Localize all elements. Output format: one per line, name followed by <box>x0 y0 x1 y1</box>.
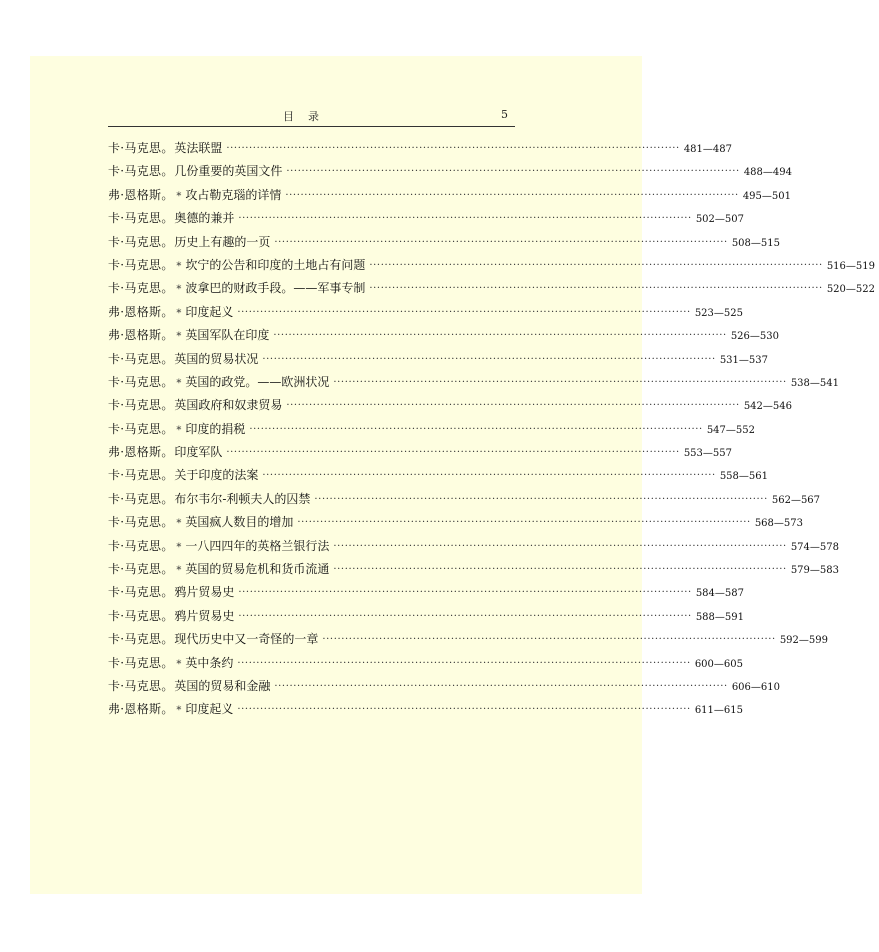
toc-entry-separator: 。 <box>161 702 174 717</box>
toc-entry-title: 几份重要的英国文件 <box>174 164 283 179</box>
dot-leader: ························································································································ <box>249 423 703 435</box>
toc-entry-title: 一八四四年的英格兰银行法 <box>185 538 330 553</box>
dot-leader: ························································································································ <box>286 166 740 178</box>
toc-entry-separator: 。 <box>161 608 174 623</box>
toc-entry-pages: 542—546 <box>743 401 792 413</box>
toc-entry-separator: 。 <box>161 655 174 670</box>
toc-entry <box>108 326 779 349</box>
header-title: 目录 <box>283 110 333 123</box>
dot-leader: ························································································································ <box>322 634 776 646</box>
toc-entry <box>108 607 744 630</box>
toc-entry-author: 卡·马克思 <box>108 468 162 483</box>
toc-entry-pages: 606—610 <box>731 681 780 693</box>
toc-entry-title: 关于印度的法案 <box>174 468 259 483</box>
toc-entry-title: 现代历史中又一奇怪的一章 <box>174 632 319 647</box>
toc-entry <box>108 560 839 583</box>
toc-entry-author: 卡·马克思 <box>108 538 162 553</box>
toc-entry-pages: 526—530 <box>730 331 779 343</box>
asterisk-icon: * <box>176 565 182 577</box>
asterisk-icon: * <box>176 377 182 389</box>
toc-entry-pages: 588—591 <box>695 611 744 623</box>
toc-entry <box>108 654 743 677</box>
toc-entry-separator: 。 <box>161 515 174 530</box>
dot-leader: ························································································································ <box>226 143 680 154</box>
dot-leader: ························································································································ <box>369 259 823 271</box>
toc-entry-pages: 584—587 <box>695 588 744 600</box>
toc-entry-author: 卡·马克思 <box>108 585 162 600</box>
toc-entry-title: 英法联盟 <box>174 141 223 155</box>
toc-entry-title: 历史上有趣的一页 <box>174 234 271 249</box>
toc-entry-title: 英国政府和奴隶贸易 <box>174 398 283 413</box>
toc-entry <box>108 630 828 653</box>
toc-entry-separator: 。 <box>161 398 174 413</box>
dot-leader: ························································································································ <box>314 493 768 505</box>
asterisk-icon: * <box>176 190 182 202</box>
asterisk-icon: * <box>176 307 182 319</box>
asterisk-icon: * <box>176 658 182 670</box>
toc-entry-separator: 。 <box>161 164 174 179</box>
toc-entry-author: 卡·马克思 <box>108 211 162 226</box>
dot-leader: ························································································································ <box>237 306 691 318</box>
toc-entry-title: 英国的贸易和金融 <box>174 678 271 693</box>
toc-entry-pages: 520—522 <box>826 284 875 296</box>
toc-entry-title: 鸦片贸易史 <box>174 608 235 623</box>
toc-entry-title: 英国的贸易状况 <box>174 351 259 366</box>
dot-leader: ························································································································ <box>274 236 728 248</box>
dot-leader: ························································································································ <box>238 587 692 599</box>
toc-entry-separator: 。 <box>161 141 174 155</box>
toc-entry-pages: 574—578 <box>790 541 839 553</box>
toc-entry-pages: 523—525 <box>694 307 743 319</box>
toc-entry <box>108 583 744 606</box>
dot-leader: ························································································································ <box>237 657 691 669</box>
toc-entry-title: 英中条约 <box>185 655 234 670</box>
dot-leader: ························································································································ <box>238 213 692 225</box>
toc-entry-separator: 。 <box>161 445 174 460</box>
toc-entry-title: 英国的贸易危机和货币流通 <box>185 562 330 577</box>
toc-entry-author: 卡·马克思 <box>108 398 162 413</box>
toc-entry-author: 卡·马克思 <box>108 655 162 670</box>
toc-entry <box>108 700 743 723</box>
toc-entry-author: 卡·马克思 <box>108 515 162 530</box>
toc-entry-pages: 495—501 <box>742 190 791 202</box>
toc-entry-pages: 600—605 <box>694 658 743 670</box>
toc-entry-author: 卡·马克思 <box>108 608 162 623</box>
toc-entry-author: 卡·马克思 <box>108 281 162 296</box>
toc-entry-title: 布尔韦尔-利顿夫人的囚禁 <box>174 491 311 506</box>
asterisk-icon: * <box>176 260 182 272</box>
toc-entry-pages: 547—552 <box>706 424 755 436</box>
toc-entry-pages: 531—537 <box>719 354 768 366</box>
toc-entry-separator: 。 <box>161 304 174 319</box>
toc-entry <box>108 537 839 560</box>
dot-leader: ························································································································ <box>273 330 727 342</box>
toc-entry-separator: 。 <box>161 562 174 577</box>
toc-entry-pages: 592—599 <box>779 635 828 647</box>
toc-entry <box>108 420 755 443</box>
toc-entry-author: 弗·恩格斯 <box>108 187 162 202</box>
toc-entry <box>108 209 744 232</box>
toc-entry-author: 卡·马克思 <box>108 374 162 389</box>
toc-entry-author: 卡·马克思 <box>108 234 162 249</box>
dot-leader: ························································································································ <box>237 704 691 716</box>
toc-entry-author: 卡·马克思 <box>108 164 162 179</box>
toc-entry-pages: 538—541 <box>790 377 839 389</box>
toc-entry-author: 弗·恩格斯 <box>108 445 162 460</box>
toc-entry-title: 英国疯人数目的增加 <box>185 515 294 530</box>
toc-entry-separator: 。 <box>161 187 174 202</box>
dot-leader: ························································································································ <box>226 447 680 459</box>
toc-entry <box>108 233 780 256</box>
dot-leader: ························································································································ <box>274 680 728 692</box>
toc-entry-pages: 516—519 <box>826 260 875 272</box>
dot-leader: ························································································································ <box>262 470 716 482</box>
toc-entry <box>108 350 768 373</box>
toc-entry-title: 英国军队在印度 <box>185 328 270 343</box>
toc-entry-author: 弗·恩格斯 <box>108 702 162 717</box>
dot-leader: ························································································································ <box>238 610 692 622</box>
toc-entry-author: 卡·马克思 <box>108 257 162 272</box>
toc-entry-author: 卡·马克思 <box>108 351 162 366</box>
toc-entry-author: 卡·马克思 <box>108 632 162 647</box>
dot-leader: ························································································································ <box>369 283 823 295</box>
toc-entry-title: 攻占勒克瑙的详情 <box>185 187 282 202</box>
toc-entry <box>108 490 821 513</box>
dot-leader: ························································································································ <box>333 540 787 552</box>
toc-entry-separator: 。 <box>161 328 174 343</box>
dot-leader: ························································································································ <box>262 353 716 365</box>
toc-entry-separator: 。 <box>161 281 174 296</box>
dot-leader: ························································································································ <box>333 376 787 388</box>
toc-entry <box>108 677 780 700</box>
toc-entry-separator: 。 <box>161 234 174 249</box>
toc-entry-separator: 。 <box>161 491 174 506</box>
asterisk-icon: * <box>176 284 182 296</box>
toc-entry-title: 英国的政党。——欧洲状况 <box>185 374 330 389</box>
toc-entry-pages: 562—567 <box>771 494 821 506</box>
toc-entry-separator: 。 <box>161 211 174 226</box>
toc-entry-pages: 488—494 <box>743 167 792 179</box>
dot-leader: ························································································································ <box>297 517 751 529</box>
toc-entry-author: 卡·马克思 <box>108 421 162 436</box>
toc-entry-separator: 。 <box>161 257 174 272</box>
toc-entry-separator: 。 <box>161 374 174 389</box>
toc-entry <box>108 139 732 162</box>
toc-entry-author: 卡·马克思 <box>108 141 162 155</box>
toc-entry-title: 印度军队 <box>174 445 223 460</box>
toc-entry-pages: 579—583 <box>790 565 839 577</box>
header-rule <box>108 126 515 127</box>
toc-entry-pages: 508—515 <box>731 237 780 249</box>
toc-entry-author: 卡·马克思 <box>108 562 162 577</box>
toc-entry <box>108 162 792 185</box>
toc-entry-pages: 568—573 <box>754 518 803 530</box>
toc-entry-separator: 。 <box>161 468 174 483</box>
table-of-contents <box>108 139 875 724</box>
toc-entry <box>108 279 875 302</box>
toc-entry <box>108 373 839 396</box>
toc-entry-pages: 481—487 <box>683 144 732 155</box>
asterisk-icon: * <box>176 541 182 553</box>
toc-entry <box>108 513 803 536</box>
asterisk-icon: * <box>176 424 182 436</box>
asterisk-icon: * <box>176 518 182 530</box>
toc-entry-pages: 502—507 <box>695 214 744 226</box>
asterisk-icon: * <box>176 331 182 343</box>
toc-entry <box>108 303 743 326</box>
toc-entry <box>108 186 791 209</box>
running-header <box>108 106 508 126</box>
toc-entry-author: 卡·马克思 <box>108 491 162 506</box>
toc-entry <box>108 466 768 489</box>
toc-entry-separator: 。 <box>161 351 174 366</box>
dot-leader: ························································································································ <box>333 564 787 576</box>
toc-entry <box>108 256 875 279</box>
toc-entry-separator: 。 <box>161 538 174 553</box>
toc-entry-title: 印度起义 <box>185 304 234 319</box>
toc-entry-author: 卡·马克思 <box>108 678 162 693</box>
toc-entry-title: 奥德的兼并 <box>174 211 235 226</box>
toc-entry-pages: 553—557 <box>683 448 732 460</box>
toc-entry-title: 印度的捐税 <box>185 421 246 436</box>
toc-entry-pages: 611—615 <box>694 705 743 717</box>
asterisk-icon: * <box>176 705 182 717</box>
toc-entry-separator: 。 <box>161 632 174 647</box>
dot-leader: ························································································································ <box>285 189 739 201</box>
toc-entry-title: 坎宁的公告和印度的土地占有问题 <box>185 257 366 272</box>
toc-entry <box>108 443 732 466</box>
toc-entry-separator: 。 <box>161 678 174 693</box>
toc-entry-pages: 558—561 <box>719 471 768 483</box>
page-number: 5 <box>501 108 508 121</box>
toc-entry-author: 弗·恩格斯 <box>108 304 162 319</box>
toc-entry-separator: 。 <box>161 585 174 600</box>
toc-entry-title: 印度起义 <box>185 702 234 717</box>
toc-entry-separator: 。 <box>161 421 174 436</box>
toc-entry-title: 鸦片贸易史 <box>174 585 235 600</box>
toc-entry <box>108 396 792 419</box>
toc-entry-author: 弗·恩格斯 <box>108 328 162 343</box>
dot-leader: ························································································································ <box>286 400 740 412</box>
toc-entry-title: 波拿巴的财政手段。——军事专制 <box>185 281 366 296</box>
